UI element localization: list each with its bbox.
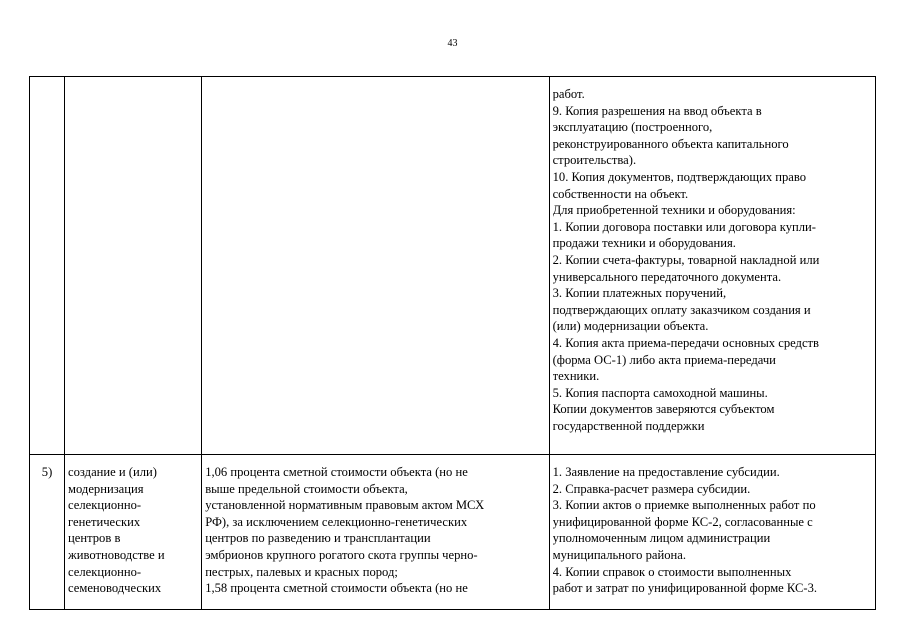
rate-line: установленной нормативным правовым актом МСХ bbox=[205, 498, 485, 513]
table-row-continued bbox=[30, 77, 876, 455]
rate-line: РФ), за исключением селекционно-генетических bbox=[205, 514, 468, 529]
document-line: универсального передаточного документа. bbox=[552, 269, 782, 284]
cell-direction bbox=[65, 77, 202, 455]
document-line: муниципального района. bbox=[552, 547, 687, 562]
document-line: эксплуатацию (построенного, bbox=[552, 120, 713, 135]
document-line: уполномоченным лицом администрации bbox=[552, 531, 771, 546]
rate-line: пестрых, палевых и красных пород; bbox=[205, 564, 398, 579]
direction-line: генетических bbox=[68, 514, 141, 529]
direction-line: селекционно- bbox=[68, 498, 142, 513]
rate-line: 1,06 процента сметной стоимости объекта (но не bbox=[205, 465, 468, 479]
cell-direction bbox=[65, 455, 202, 610]
document-line: государственной поддержки bbox=[552, 418, 705, 433]
document-line: унифицированной форме КС-2, согласованные с bbox=[552, 514, 813, 529]
cell-rate bbox=[202, 455, 549, 610]
document-line: продажи техники и оборудования. bbox=[552, 236, 736, 251]
document-line: собственности на объект. bbox=[552, 186, 689, 201]
document-line: 5. Копия паспорта самоходной машины. bbox=[552, 385, 768, 400]
document-line: Для приобретенной техники и оборудования: bbox=[552, 203, 796, 218]
cell-documents bbox=[549, 455, 875, 610]
document-line: (или) модернизации объекта. bbox=[552, 319, 709, 334]
row-number: 5) bbox=[41, 465, 53, 479]
document-line: Копии документов заверяются субъектом bbox=[552, 402, 775, 417]
direction-line: семеноводческих bbox=[68, 581, 162, 596]
page-number: 43 bbox=[447, 38, 458, 49]
document-line: реконструированного объекта капитального bbox=[552, 136, 789, 151]
rate-line: эмбрионов крупного рогатого скота группы черно- bbox=[205, 547, 478, 562]
direction-line: создание и (или) bbox=[68, 465, 157, 479]
document-line: 2. Копии счета-фактуры, товарной накладной или bbox=[552, 252, 820, 267]
document-line: 2. Справка-расчет размера субсидии. bbox=[552, 481, 751, 496]
document-line: 3. Копии платежных поручений, bbox=[552, 286, 727, 301]
table-row-5 bbox=[30, 455, 876, 610]
document-line: 1. Заявление на предоставление субсидии. bbox=[552, 465, 780, 479]
direction-line: модернизация bbox=[68, 481, 144, 496]
direction-line: животноводстве и bbox=[68, 547, 165, 562]
document-line: 9. Копия разрешения на ввод объекта в bbox=[552, 103, 762, 118]
document-line: (форма ОС-1) либо акта приема-передачи bbox=[552, 352, 776, 367]
direction-line: селекционно- bbox=[68, 564, 142, 579]
rate-line: центров по разведению и трансплантации bbox=[205, 531, 431, 546]
document-line: 1. Копии договора поставки или договора купли- bbox=[552, 219, 816, 234]
document-line: 10. Копия документов, подтверждающих право bbox=[552, 169, 807, 184]
direction-line: центров в bbox=[68, 531, 121, 546]
document-line: работ. bbox=[552, 87, 585, 101]
document-line: техники. bbox=[552, 369, 600, 384]
document-line: 3. Копии актов о приемке выполненных работ по bbox=[552, 498, 816, 513]
document-line: 4. Копия акта приема-передачи основных средств bbox=[552, 335, 819, 350]
rate-line: 1,58 процента сметной стоимости объекта (но не bbox=[205, 581, 468, 596]
cell-number bbox=[30, 77, 65, 455]
document-line: подтверждающих оплату заказчиком создания и bbox=[552, 302, 811, 317]
cell-number bbox=[30, 455, 65, 610]
document-line: 4. Копии справок о стоимости выполненных bbox=[552, 564, 792, 579]
cell-rate bbox=[202, 77, 549, 455]
subsidy-table bbox=[29, 76, 876, 610]
document-line: работ и затрат по унифицированной форме КС-3. bbox=[552, 581, 818, 596]
cell-documents bbox=[549, 77, 875, 455]
rate-line: выше предельной стоимости объекта, bbox=[205, 481, 408, 496]
document-line: строительства). bbox=[552, 153, 637, 168]
